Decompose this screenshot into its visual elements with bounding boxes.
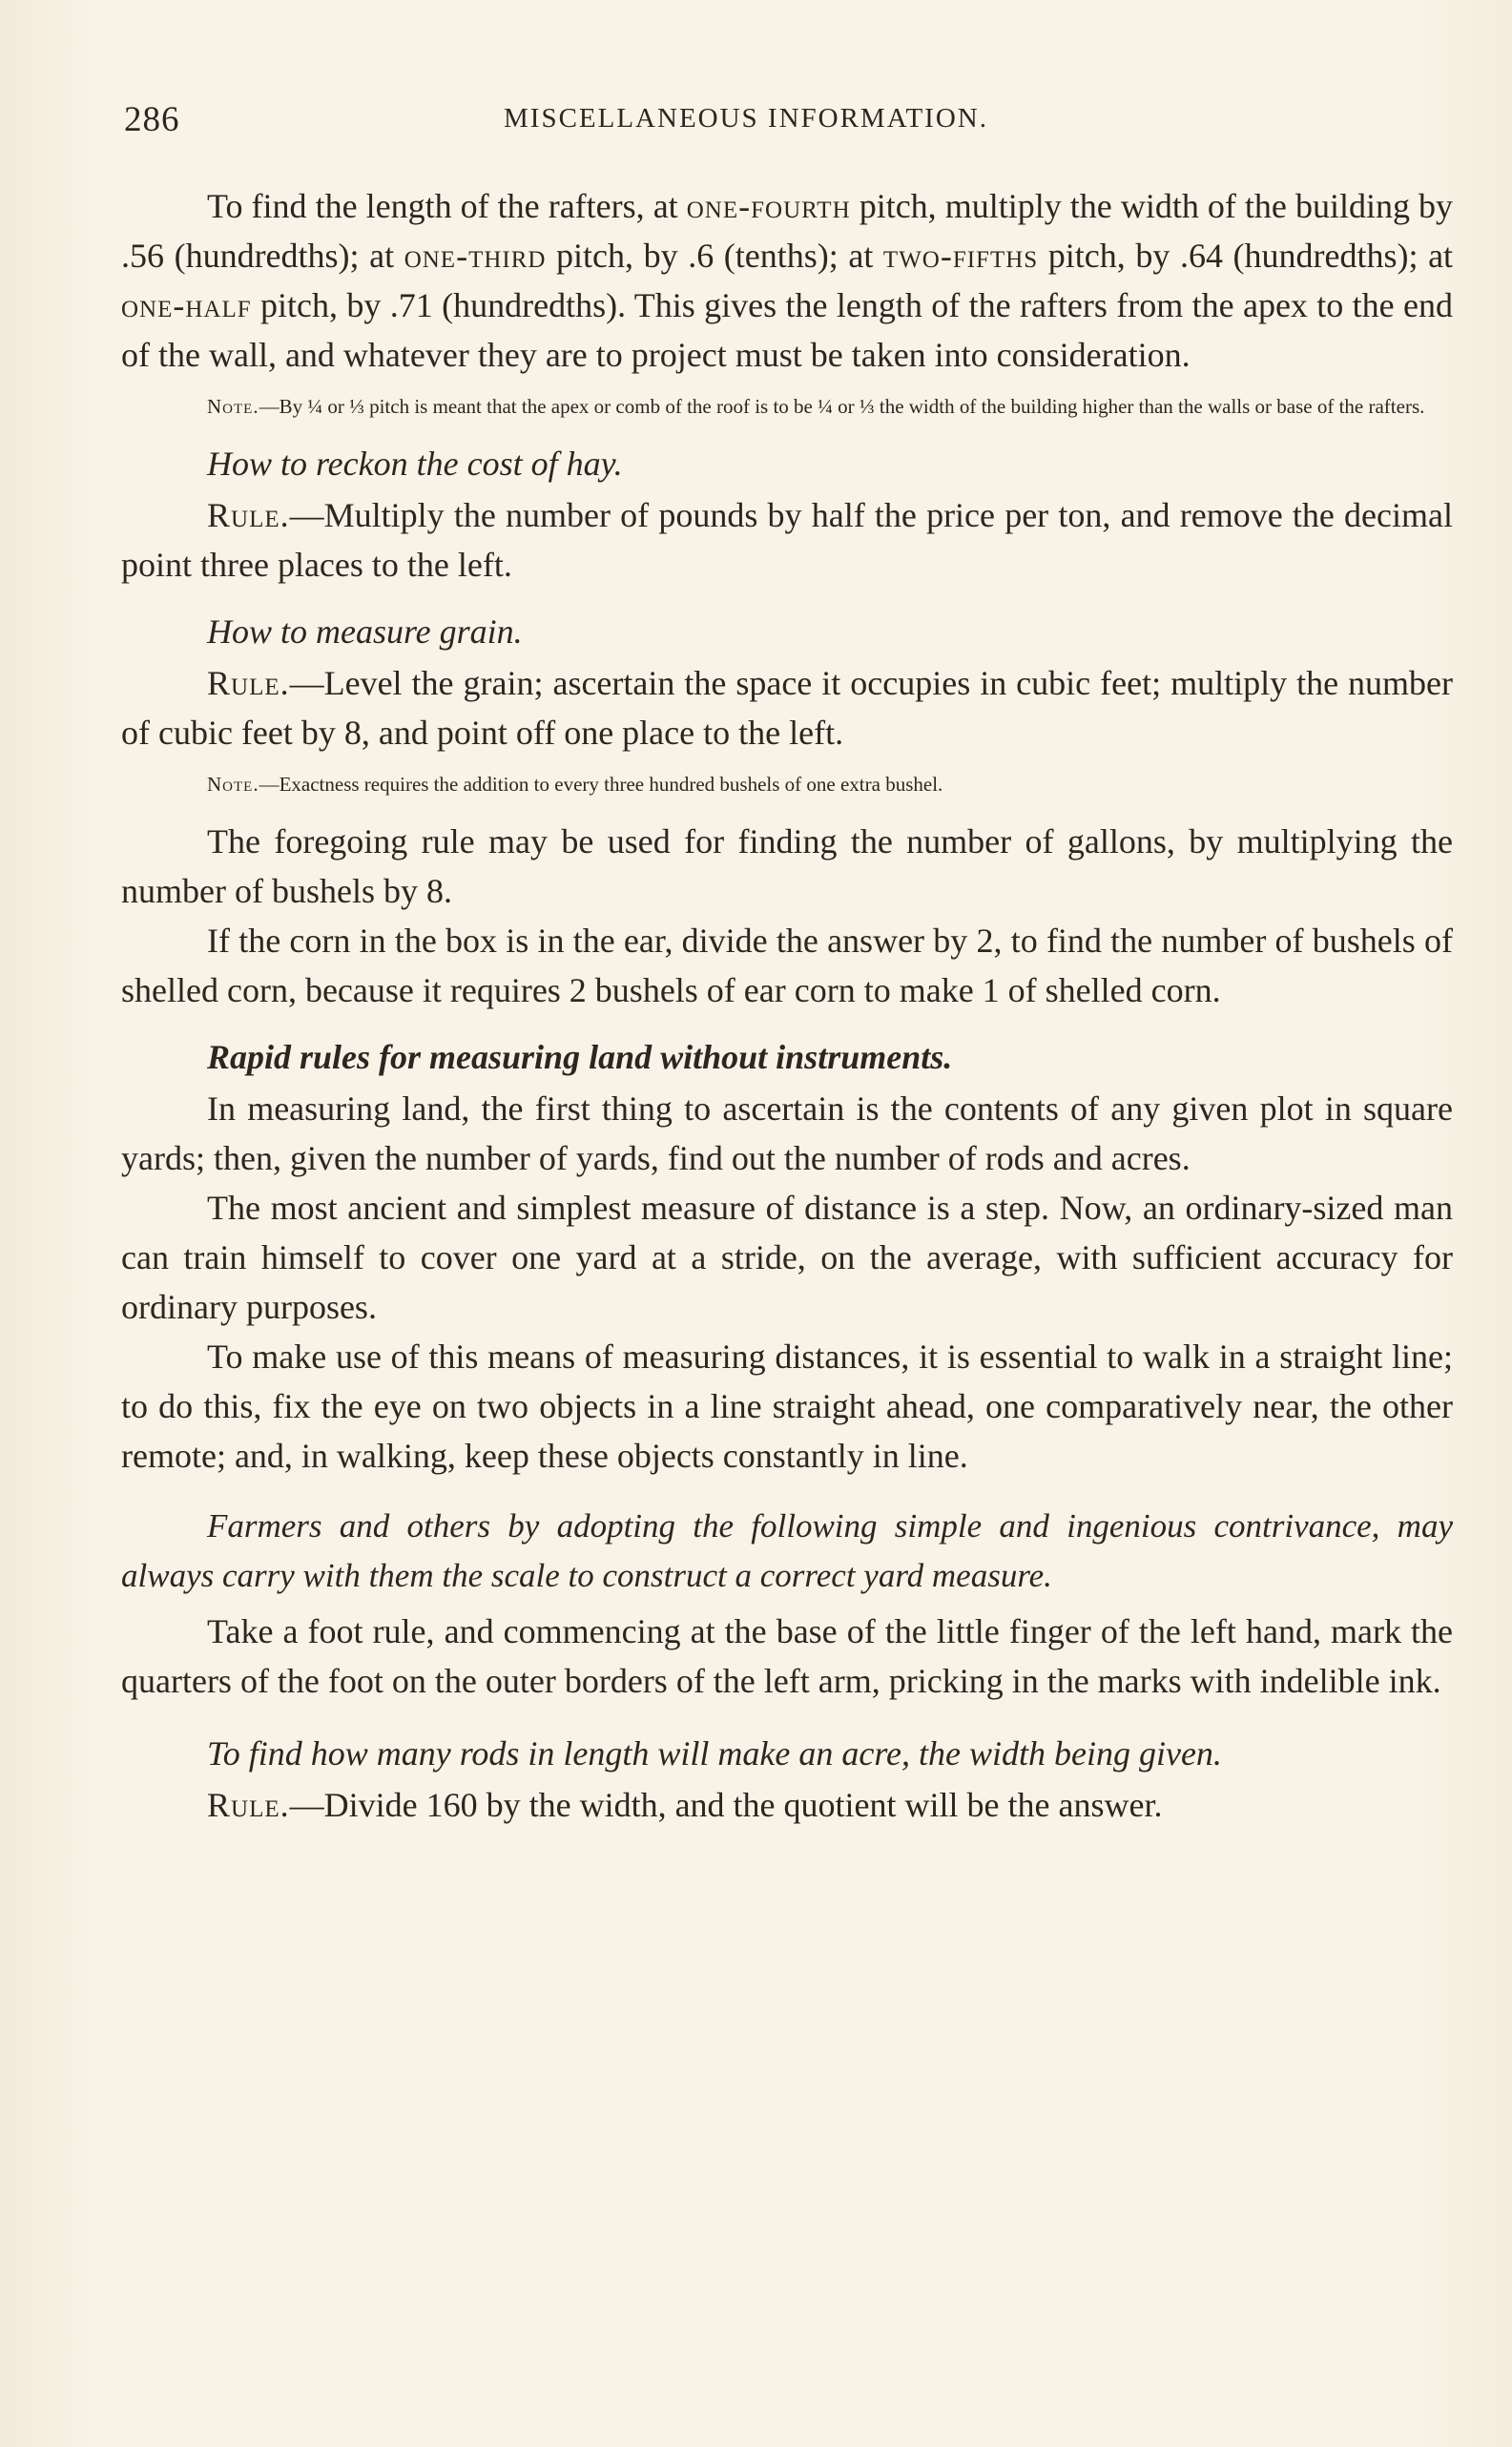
hay-heading: How to reckon the cost of hay.	[207, 445, 623, 483]
pitch-one-half: one-half	[121, 286, 252, 324]
hay-rule	[121, 490, 1453, 590]
note-label: Note.	[207, 395, 259, 418]
running-title: MISCELLANEOUS INFORMATION.	[504, 103, 988, 134]
rule-text: —Level the grain; ascertain the space it occupies in cubic feet; multiply the number of cubic feet by 8, and point off one place to the left.	[121, 664, 1453, 752]
page-number: 286	[124, 100, 180, 139]
spacer	[121, 1706, 1453, 1723]
gallons-paragraph: The foregoing rule may be used for finding the number of gallons, by multiplying the number of bushels by 8.	[121, 822, 1453, 910]
rafter-text-4: pitch, by .64 (hundredths); at	[1047, 237, 1454, 275]
rafter-text-5: pitch, by .71 (hundredths). This gives the length of the rafters from the apex to the end of the wall, and whatever they are to project must be taken into consideration.	[121, 286, 1453, 374]
corn-paragraph: If the corn in the box is in the ear, divide the answer by 2, to find the number of bushels of shelled corn, because it requires 2 bushels of ear corn to make 1 of shelled corn.	[121, 922, 1453, 1009]
rule-label: Rule.	[207, 664, 290, 702]
yard-paragraph: Take a foot rule, and commencing at the base of the little finger of the left hand, mark the quarters of the foot on the outer borders of the left arm, pricking in the marks with indelible ink.	[121, 1612, 1453, 1700]
land-paragraph-1: In measuring land, the first thing to ascertain is the contents of any given plot in square yards; then, given the number of yards, find out the number of rods and acres.	[121, 1089, 1453, 1177]
grain-note	[121, 767, 1453, 801]
acre-heading: To find how many rods in length will make an acre, the width being given.	[207, 1734, 1222, 1773]
note-label: Note.	[207, 773, 259, 796]
rafter-paragraph	[121, 181, 1453, 380]
land-paragraph-3: To make use of this means of measuring distances, it is essential to walk in a straight line; to do this, fix the eye on two objects in a line straight ahead, one comparatively near, the other remote; and, in walking, keep these objects constantly in line.	[121, 1338, 1453, 1475]
land-heading: Rapid rules for measuring land without instruments.	[207, 1038, 953, 1076]
spacer	[121, 590, 1453, 601]
pitch-one-fourth: one-fourth	[686, 187, 851, 225]
note-text: —By ¼ or ⅓ pitch is meant that the apex or comb of the roof is to be ¼ or ⅓ the width of the building higher than the walls or base of the rafters.	[259, 395, 1425, 418]
rule-label: Rule.	[207, 496, 290, 534]
page-body	[121, 181, 1453, 1830]
spacer	[121, 1481, 1453, 1492]
rule-label: Rule.	[207, 1786, 290, 1824]
land-paragraph-2: The most ancient and simplest measure of distance is a step. Now, an ordinary-sized man can train himself to cover one yard at a stride, on the average, with sufficient accuracy for ordinary purposes.	[121, 1189, 1453, 1326]
rafter-text-1: To find the length of the rafters, at	[207, 187, 678, 225]
grain-rule	[121, 658, 1453, 757]
rafter-note	[121, 389, 1453, 424]
acre-rule	[121, 1780, 1453, 1830]
note-text: —Exactness requires the addition to every three hundred bushels of one extra bushel.	[259, 773, 943, 796]
spacer	[121, 1015, 1453, 1026]
grain-heading: How to measure grain.	[207, 612, 523, 651]
rule-text: —Multiply the number of pounds by half the price per ton, and remove the decimal point three places to the left.	[121, 496, 1453, 584]
rule-text: —Divide 160 by the width, and the quotient will be the answer.	[289, 1786, 1163, 1824]
rafter-text-2: pitch, multiply the width of the building by .56 (hundredths); at	[121, 187, 1454, 275]
running-head	[0, 99, 1512, 137]
rafter-text-3: pitch, by .6 (tenths); at	[556, 237, 874, 275]
pitch-one-third: one-third	[404, 237, 547, 275]
yard-heading: Farmers and others by adopting the following simple and ingenious contrivance, may always carry with them the scale to construct a correct yard measure.	[121, 1507, 1453, 1594]
pitch-two-fifths: two-fifths	[882, 237, 1039, 275]
